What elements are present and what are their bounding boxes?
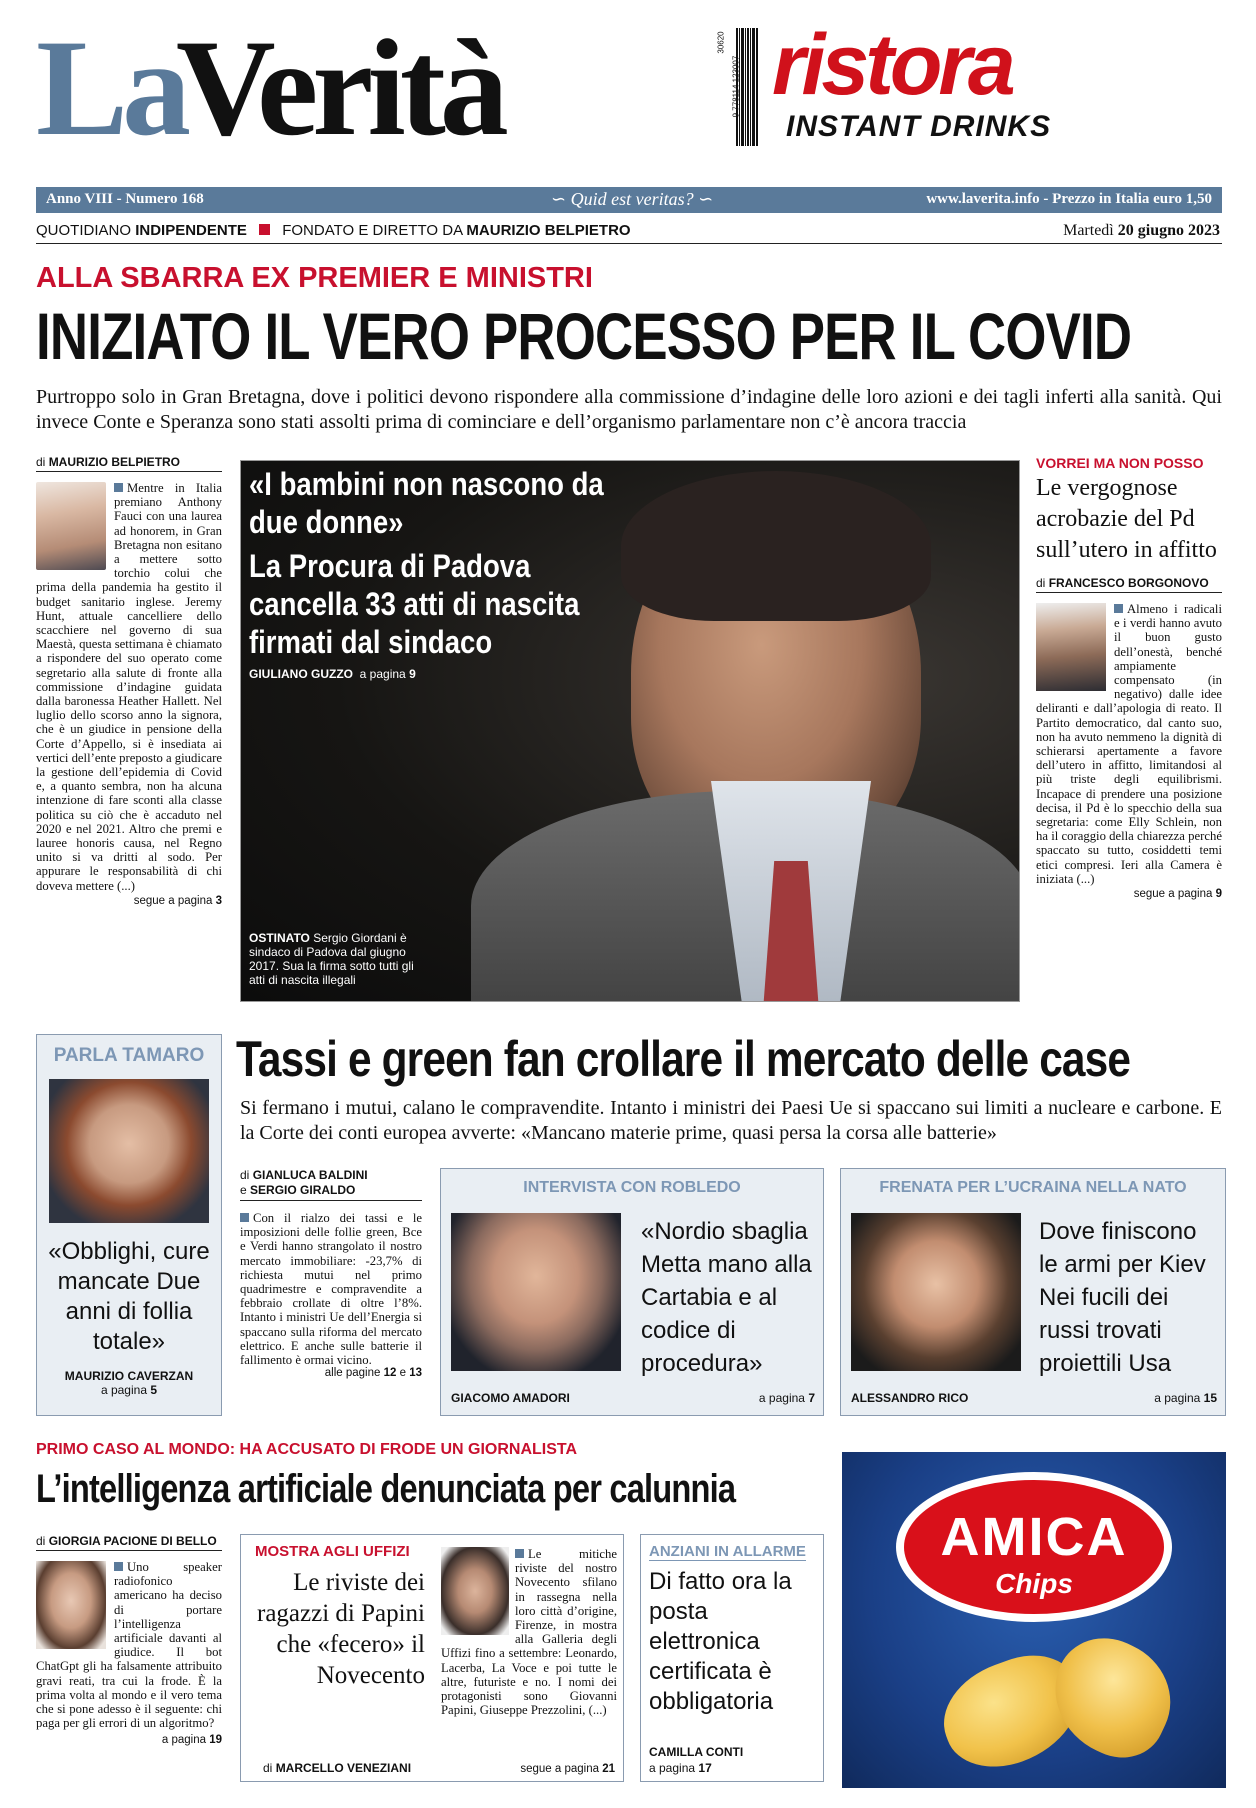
- tamaro-page: [37, 1383, 221, 1397]
- ad-tagline: INSTANT DRINKS: [786, 110, 1052, 143]
- tamaro-kicker: PARLA TAMARO: [53, 1045, 205, 1066]
- page-number-1: 12: [383, 1367, 397, 1380]
- page-number: 19: [209, 1734, 222, 1747]
- ad-brand: ristora: [772, 17, 1012, 113]
- square-icon: [515, 1549, 524, 1558]
- photo-story[interactable]: [240, 460, 1020, 1002]
- float-spacer: [441, 1547, 515, 1635]
- lead-summary: Purtroppo solo in Gran Bretagna, dove i politici devono rispondere alla commissione d’indagine delle loro azioni e dei tagli inferti alla sanità. Qui invece Conte e Speranza sono stati assolti prima di cominciare e dell’organismo parlamentare non c’è ancora traccia: [36, 386, 1222, 433]
- motto: ∽ Quid est veritas? ∽: [551, 189, 714, 209]
- lead-headline: INIZIATO IL VERO PROCESSO PER IL COVID: [36, 300, 1132, 372]
- date-value: 20 giugno 2023: [1117, 222, 1220, 239]
- barcode-number: 9 778114 123007: [731, 55, 741, 118]
- tamaro-author: MAURIZIO CAVERZAN: [64, 1369, 194, 1383]
- red-square-icon: [259, 224, 270, 235]
- by: di: [36, 1534, 46, 1548]
- lead-kicker: ALLA SBARRA EX PREMIER E MINISTRI: [36, 262, 593, 294]
- avatar: [36, 1561, 106, 1649]
- pec-author: CAMILLA CONTI: [649, 1745, 744, 1759]
- director: MAURIZIO BELPIETRO: [466, 222, 631, 239]
- pec-headline: Di fatto ora la posta elettronica certificata è obbligatoria: [649, 1568, 792, 1715]
- masthead-logo[interactable]: [36, 11, 596, 164]
- editorial-byline: [36, 455, 222, 472]
- robledo-kicker: INTERVISTA CON ROBLEDO: [523, 1179, 741, 1196]
- page-number: 9: [409, 667, 416, 681]
- ai-article[interactable]: [36, 1534, 222, 1746]
- page-number-2: 13: [409, 1367, 422, 1380]
- pec-kicker: ANZIANI IN ALLARME: [649, 1543, 806, 1560]
- page-number: 15: [1203, 1391, 1217, 1405]
- by: di: [240, 1168, 250, 1182]
- segue-page: 3: [215, 894, 222, 907]
- housing-text-content: Con il rialzo dei tassi e le imposizioni delle follie green, Bce e Verdi hanno strangolato il nostro mercato immobiliare: -23,7% di richiesta mutui nel primo quadrimestre e compravendite a febbraio crollate di oltre l’8%. Intanto i ministri Ue dell’Energia si spaccano sulla riforma del mercato elettrico. E anche sulle batterie il fallimento è ormai vicino.: [240, 1211, 422, 1368]
- right-author: FRANCESCO BORGONOVO: [1048, 576, 1209, 590]
- editorial-text-content: Mentre in Italia premiano Anthony Fauci con una laurea ad honorem, in Gran Bretagna non esitano a mettere sotto torchio colui che prima della pandemia ha gestito il budget sanitario inglese. Jeremy Hunt, attuale cancelliere dello scacchiere nel governo di sua Maestà, questa settimana è chiamato a rispondere del suo operato come segretario alla salute di fronte alla commissione d’indagine guidata dalla baronessa Heather Hallett. Nel luglio dello scorso anno la signora, che è un giudice in pensione della Corte d’Appello, si è insediata ai vertici dell’ente preposto a giudicare la gestione dell’epidemia di Covid e, a quanto sembra, non ha alcuna intenzione di fare sconti alla classe politica su ciò che è accaduto nel 2020 e nel 2021. Altro che premi e lauree honoris causa, nel Regno unito si va dritti al sodo. Per appurare le responsabilità di chi doveva mettere (...): [36, 481, 223, 893]
- housing-headline-wrap[interactable]: [236, 1030, 1226, 1088]
- amica-sub: Chips: [995, 1568, 1073, 1599]
- segue-label: segue a pagina: [520, 1763, 599, 1775]
- and: e: [240, 1183, 247, 1197]
- by: di: [36, 455, 46, 469]
- indipendente: INDIPENDENTE: [135, 222, 247, 239]
- housing-author-2: SERGIO GIRALDO: [250, 1183, 356, 1197]
- page-label: a pagina: [649, 1761, 696, 1775]
- housing-headline: Tassi e green fan crollare il mercato delle case: [236, 1031, 1131, 1087]
- uffizi-byline: [263, 1761, 411, 1775]
- avatar: [36, 482, 106, 570]
- page-label: a pagina: [100, 1383, 147, 1397]
- right-segue[interactable]: [1036, 888, 1222, 900]
- ukraine-headline: Dove finiscono le armi per Kiev Nei fucili dei russi trovati proiettili Usa: [1039, 1218, 1206, 1377]
- ai-page[interactable]: [36, 1734, 222, 1746]
- robledo-quote: «Nordio sbaglia Metta mano alla Cartabia e al codice di procedura»: [641, 1218, 812, 1377]
- right-column[interactable]: [1036, 455, 1222, 900]
- ukraine-kicker: FRENATA PER L’UCRAINA NELLA NATO: [879, 1179, 1187, 1196]
- housing-byline: [240, 1168, 422, 1201]
- masthead-subline: [36, 222, 1222, 244]
- housing-summary: Si fermano i mutui, calano le compravendite. Intanto i ministri dei Paesi Ue si spaccano sui limiti a nucleare e carbone. E la Corte dei conti europea avverte: «Mancano materie prime, quasi persa la corsa alle batterie»: [240, 1097, 1222, 1144]
- right-kicker: VORREI MA NON POSSO: [1036, 455, 1204, 471]
- caption-text: Sergio Giordani è sindaco di Padova dal giugno 2017. Sua la firma sotto tutti gli atti di nascita illegali: [249, 931, 414, 987]
- ai-headline-wrap[interactable]: [36, 1464, 836, 1514]
- right-headline: Le vergognose acrobazie del Pd sull’utero in affitto: [1036, 475, 1217, 563]
- photo-caption: [249, 931, 427, 987]
- robledo-box[interactable]: [440, 1168, 824, 1416]
- chip-image: [1034, 1622, 1189, 1772]
- quotidiano: QUOTIDIANO: [36, 222, 132, 239]
- uffizi-segue[interactable]: [520, 1763, 615, 1775]
- lead-headline-wrap[interactable]: [36, 300, 1226, 372]
- tamaro-quote: «Obblighi, cure mancate Due anni di follia totale»: [48, 1238, 210, 1355]
- right-byline: [1036, 576, 1222, 593]
- ukraine-page: [1154, 1391, 1217, 1405]
- issue-number: Anno VIII - Numero 168: [46, 191, 204, 207]
- motto-text: Quid est veritas?: [570, 189, 694, 209]
- ai-author: GIORGIA PACIONE DI BELLO: [48, 1534, 217, 1548]
- weekday: Martedì: [1063, 222, 1114, 239]
- editorial-segue[interactable]: [36, 895, 222, 907]
- housing-text: [240, 1201, 422, 1367]
- ai-byline: [36, 1534, 222, 1551]
- and: e: [399, 1367, 406, 1380]
- avatar: [851, 1213, 1021, 1371]
- barcode: [716, 28, 758, 148]
- amica-ad[interactable]: [842, 1452, 1226, 1788]
- ukraine-author: ALESSANDRO RICO: [851, 1391, 969, 1405]
- masthead-bar: [36, 187, 1222, 213]
- photo-author-name: GIULIANO GUZZO: [249, 667, 353, 681]
- website-price[interactable]: www.laverita.info - Prezzo in Italia euro 1,50: [926, 191, 1212, 207]
- uffizi-text: [441, 1547, 617, 1717]
- caption-bold: OSTINATO: [249, 931, 310, 945]
- ai-headline: L’intelligenza artificiale denunciata per calunnia: [36, 1467, 736, 1511]
- editorial-author: MAURIZIO BELPIETRO: [48, 455, 181, 469]
- photo-headline: La Procura di Padova cancella 33 atti di nascita firmati dal sindaco: [249, 548, 580, 660]
- avatar: [1036, 603, 1106, 691]
- avatar: [49, 1079, 209, 1223]
- pec-page: [649, 1761, 712, 1775]
- ai-kicker: PRIMO CASO AL MONDO: HA ACCUSATO DI FRODE UN GIORNALISTA: [36, 1441, 578, 1458]
- page-label: a pagina: [359, 667, 406, 681]
- logo-verita: Verità: [176, 11, 503, 164]
- robledo-page: [759, 1391, 815, 1405]
- right-text-content: Almeno i radicali e i verdi hanno avuto il buon gusto dell’onestà, benché ampiamente compensato (in negativo) dalle idee deliranti e dall’apologia di reato. Il Partito democratico, dal canto suo, non ha avuto nemmeno la dignità di schierarsi apertamente a favore dell’utero in affitto, limitandosi al più triste degli equilibrismi. Incapace di prendere una posizione decisa, il Pd è lo specchio della sua segretaria: come Elly Schlein, non ha il coraggio della chiarezza perché spaccato su tutto, cosiddetti temi etici compresi. Ieri alla Camera è iniziata (...): [1036, 602, 1222, 886]
- segue-page: 9: [1215, 888, 1222, 901]
- page-label: a pagina: [758, 1391, 805, 1405]
- ristora-ad[interactable]: [772, 17, 1062, 160]
- amica-logo: [896, 1472, 1172, 1622]
- tamaro-box[interactable]: [36, 1034, 222, 1416]
- alle-label: alle pagine: [324, 1367, 381, 1380]
- pec-box[interactable]: [640, 1534, 824, 1782]
- uffizi-headline: Le riviste dei ragazzi di Papini che «fecero» il Novecento: [257, 1569, 425, 1689]
- robledo-author: GIACOMO AMADORI: [451, 1391, 570, 1405]
- by: di: [263, 1761, 273, 1775]
- segue-label: segue a pagina: [1133, 888, 1213, 901]
- fondato: FONDATO E DIRETTO DA: [282, 222, 463, 239]
- housing-segue[interactable]: [240, 1367, 422, 1379]
- photo-hair: [621, 471, 931, 621]
- amica-brand: AMICA: [940, 1507, 1128, 1567]
- logo-la: La: [36, 11, 186, 164]
- page-label: a pagina: [1154, 1391, 1201, 1405]
- page-label: a pagina: [161, 1734, 206, 1747]
- page-number: 5: [150, 1383, 158, 1397]
- page-number: 17: [698, 1761, 712, 1775]
- editorial[interactable]: [36, 455, 222, 907]
- square-icon: [114, 1562, 123, 1571]
- by: di: [1036, 576, 1046, 590]
- square-icon: [240, 1213, 249, 1222]
- ai-text-content: Uno speaker radiofonico americano ha deciso di portare l’intelligenza artificiale davanti al giudice. Il bot ChatGpt gli ha falsamente attribuito gravi reati, tra cui la frode. È la prima volta al mondo e il vero tema che si pone adesso è il seguente: chi paga per gli errori di un algoritmo?: [36, 1560, 222, 1731]
- square-icon: [114, 483, 123, 492]
- housing-article[interactable]: [240, 1168, 422, 1379]
- date: [1063, 222, 1220, 240]
- uffizi-text-content: Le mitiche riviste del nostro Novecento sfilano in rassegna nella loro città d’origine, Firenze, in mostra alla Galleria degli Uffizi fino a settembre: Leonardo, Lacerba, La Voce e poi tutte le altre, futuriste e no. I nomi dei protagonisti sono Giovanni Papini, Giuseppe Prezzolini, (...): [441, 1547, 617, 1718]
- page-number: 7: [808, 1391, 815, 1405]
- barcode-issue: 30620: [716, 31, 726, 54]
- avatar: [451, 1213, 621, 1371]
- uffizi-author: MARCELLO VENEZIANI: [275, 1761, 412, 1775]
- ukraine-box[interactable]: [840, 1168, 1226, 1416]
- segue-label: segue a pagina: [133, 894, 213, 907]
- uffizi-kicker: MOSTRA AGLI UFFIZI: [255, 1543, 410, 1560]
- segue-page: 21: [602, 1763, 615, 1775]
- square-icon: [1114, 604, 1123, 613]
- housing-author-1: GIANLUCA BALDINI: [252, 1168, 368, 1182]
- photo-quote: «I bambini non nascono da due donne»: [249, 466, 604, 540]
- uffizi-box[interactable]: [240, 1534, 624, 1782]
- photo-author: [249, 667, 416, 681]
